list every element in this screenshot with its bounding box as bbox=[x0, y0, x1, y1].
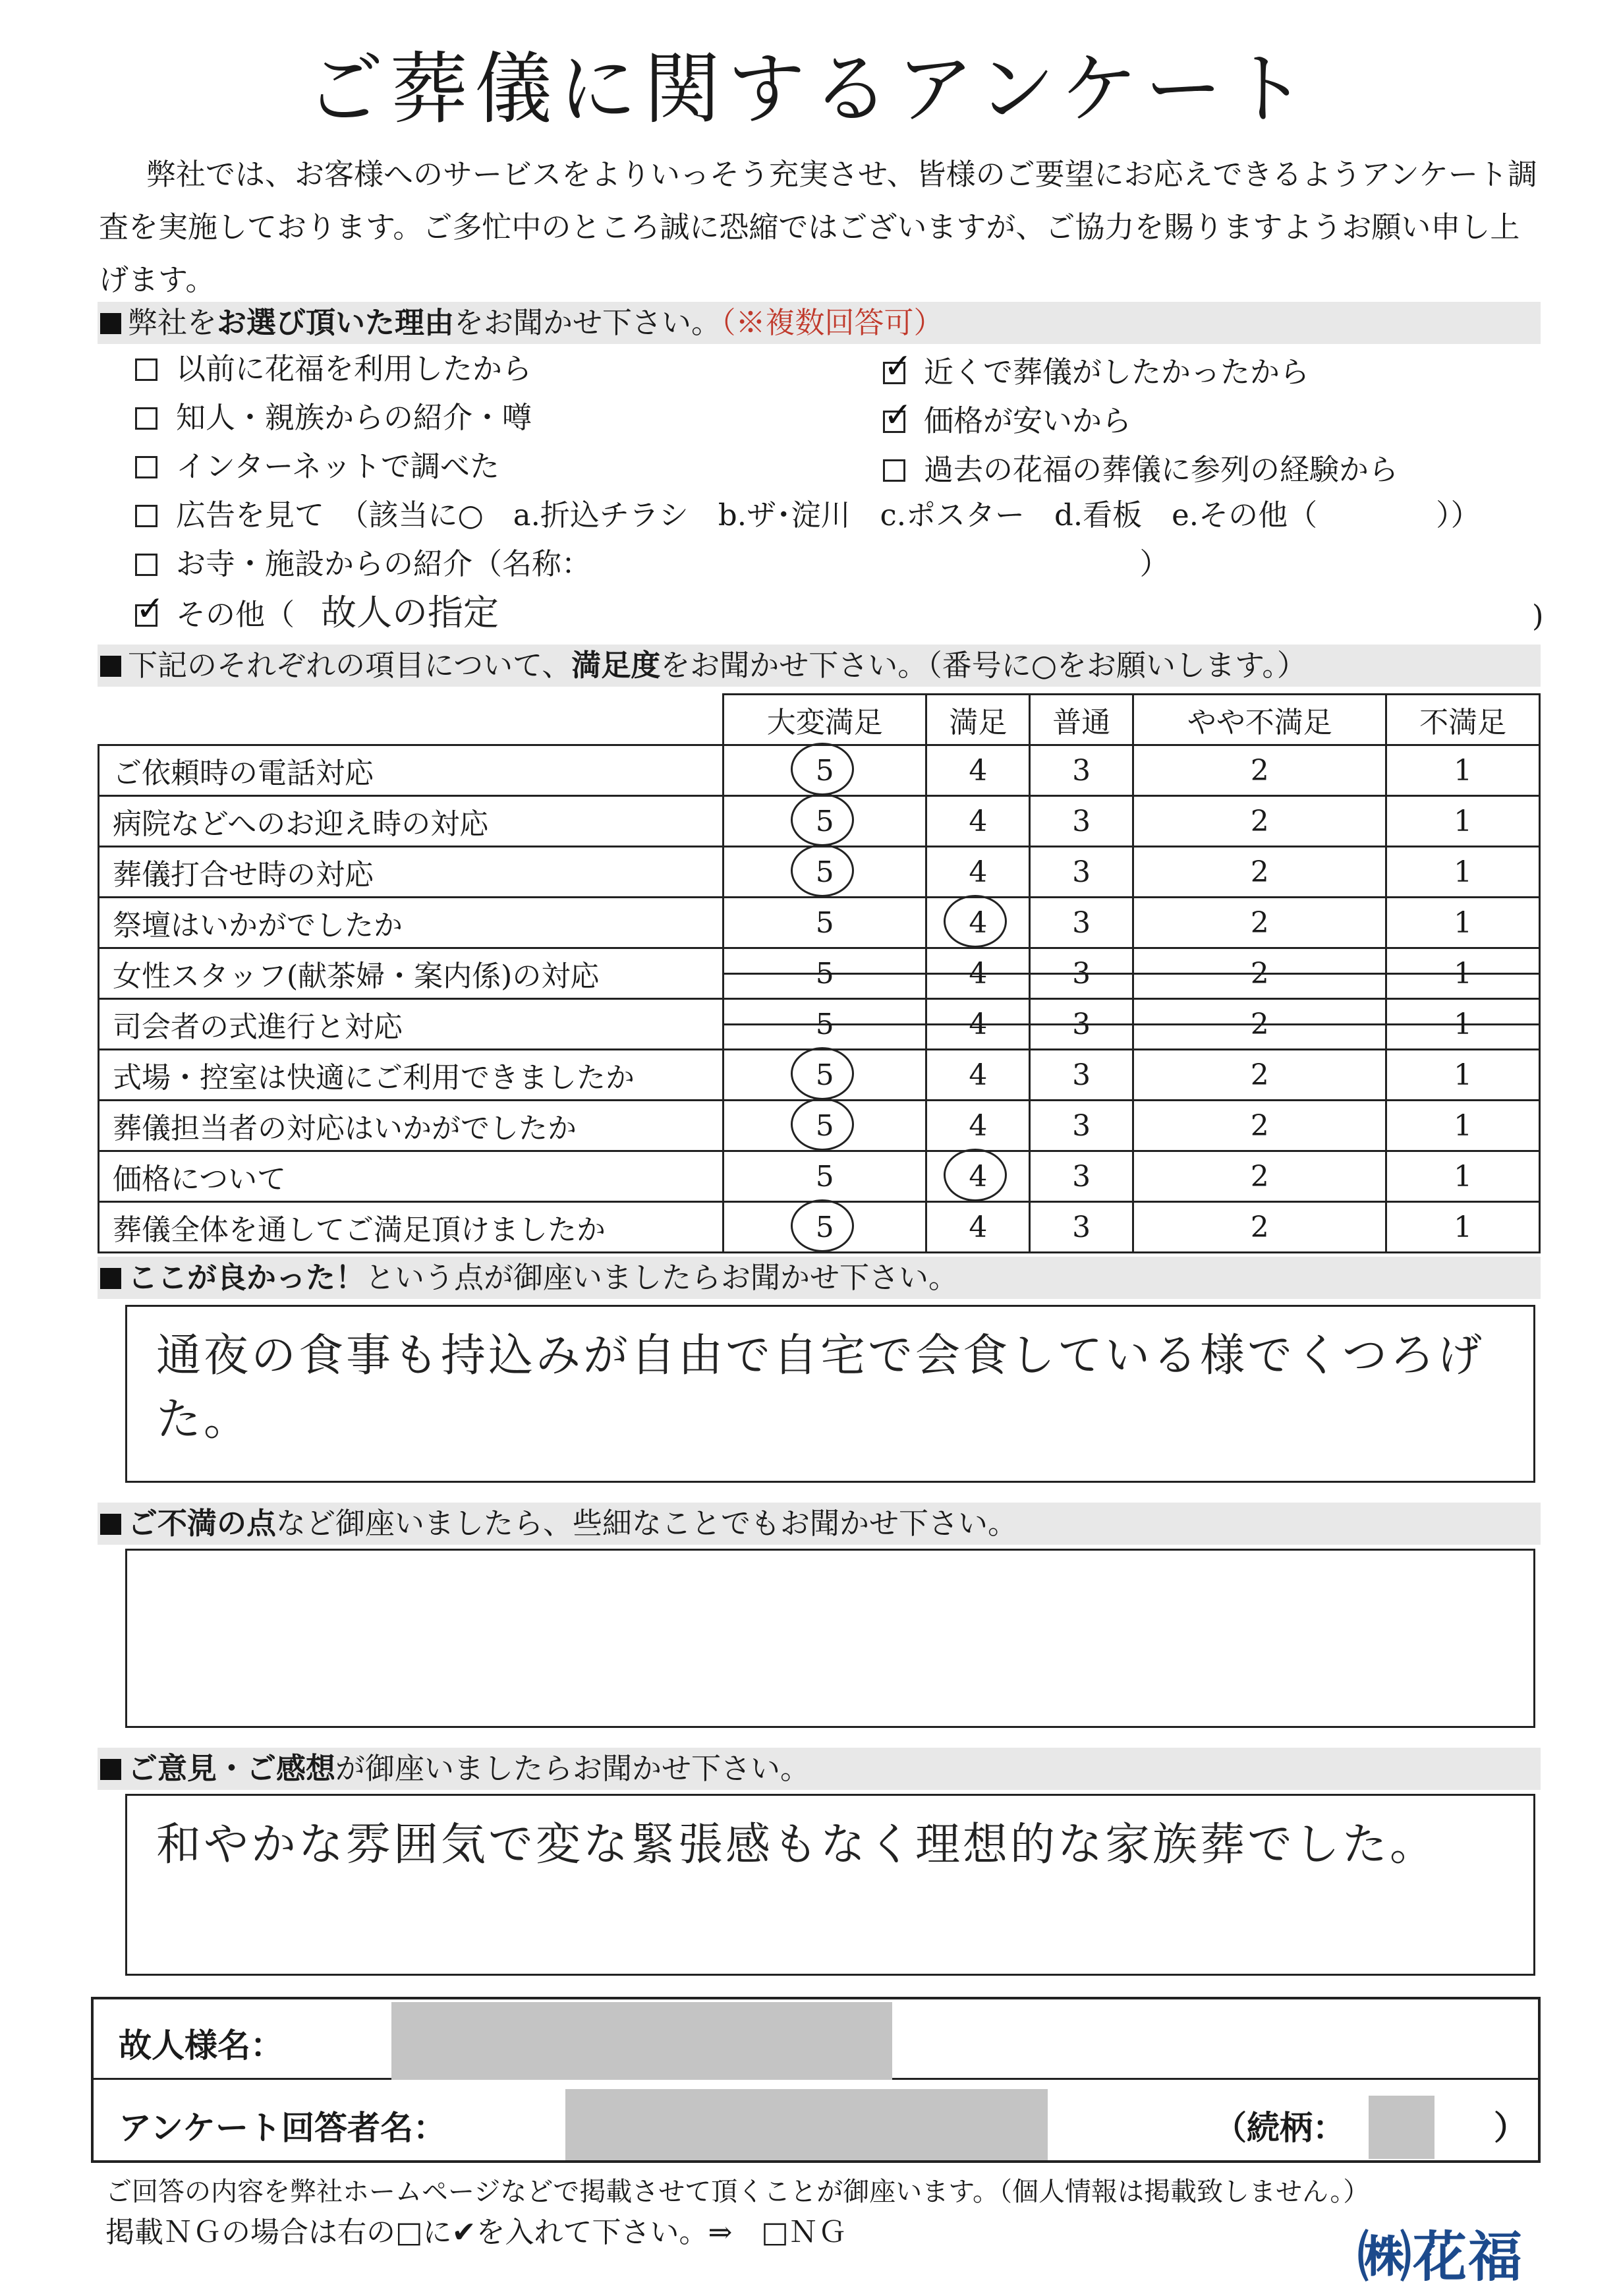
table-header-cell bbox=[99, 695, 724, 745]
score-cell[interactable] bbox=[1386, 1101, 1540, 1151]
score-value: 2 bbox=[1250, 1210, 1269, 1244]
score-value: 3 bbox=[1072, 804, 1091, 838]
score-value: 2 bbox=[1250, 1159, 1269, 1193]
square-bullet-icon bbox=[100, 313, 121, 334]
table-header-cell: やや不満足 bbox=[1133, 695, 1386, 745]
score-cell[interactable] bbox=[1133, 1101, 1386, 1151]
table-item-label: 司会者の式進行と対応 bbox=[99, 999, 724, 1050]
checkbox-checked-icon[interactable] bbox=[883, 411, 905, 433]
table-header-cell: 普通 bbox=[1030, 695, 1133, 745]
checkbox-icon[interactable] bbox=[135, 554, 157, 576]
table-header-cell: 大変満足 bbox=[724, 695, 926, 745]
respondent-name-label: アンケート回答者名： bbox=[119, 2109, 446, 2147]
score-value: 1 bbox=[1454, 905, 1473, 940]
selection-circle-icon bbox=[791, 743, 854, 795]
table-item-label: 女性スタッフ(献茶婦・案内係)の対応 bbox=[99, 948, 724, 999]
score-value: 2 bbox=[1250, 855, 1269, 889]
table-row bbox=[99, 1050, 1540, 1101]
score-value: 4 bbox=[969, 1108, 988, 1143]
score-value: 1 bbox=[1454, 1210, 1473, 1244]
score-value: 1 bbox=[1454, 855, 1473, 889]
score-cell[interactable] bbox=[1030, 1050, 1133, 1101]
score-value: 1 bbox=[1454, 804, 1473, 838]
score-value: 4 bbox=[969, 1058, 988, 1092]
score-cell[interactable] bbox=[1030, 745, 1133, 796]
reason-option[interactable]: 広告を見て （該当に○ a.折込チラシ b.ザ･淀川 c.ポスター d.看板 e.その他（ ）） bbox=[135, 496, 1481, 535]
selection-circle-icon bbox=[944, 1149, 1007, 1201]
score-value: 4 bbox=[969, 905, 988, 940]
checkbox-icon[interactable] bbox=[135, 407, 157, 430]
score-cell[interactable] bbox=[926, 999, 1030, 1050]
complaints-answer-box[interactable] bbox=[125, 1549, 1535, 1728]
footer-note: ご回答の内容を弊社ホームページなどで掲載させて頂くことが御座います。（個人情報は掲載致しません。） bbox=[105, 2177, 1370, 2207]
score-value: 1 bbox=[1454, 1108, 1473, 1143]
company-logo: ㈱花福 bbox=[1357, 2226, 1524, 2289]
score-cell[interactable] bbox=[1386, 999, 1540, 1050]
table-row bbox=[99, 898, 1540, 948]
square-bullet-icon bbox=[100, 656, 121, 677]
score-cell[interactable] bbox=[1030, 948, 1133, 999]
table-row bbox=[99, 1151, 1540, 1202]
table-header-cell: 満足 bbox=[926, 695, 1030, 745]
handwritten-answer: 通夜の食事も持込みが自由で自宅で会食している様でくつろげた。 bbox=[156, 1330, 1485, 1446]
score-cell[interactable] bbox=[1386, 898, 1540, 948]
respondent-info-box bbox=[91, 1997, 1541, 2163]
score-value: 2 bbox=[1250, 1007, 1269, 1041]
score-cell[interactable] bbox=[1386, 1151, 1540, 1202]
score-cell[interactable] bbox=[1133, 796, 1386, 847]
page-title: ご葬儀に関するアンケート bbox=[306, 43, 1313, 134]
score-cell[interactable] bbox=[724, 847, 926, 898]
score-cell[interactable] bbox=[1133, 898, 1386, 948]
score-value: 5 bbox=[815, 1007, 834, 1041]
score-cell[interactable] bbox=[1386, 796, 1540, 847]
score-cell[interactable] bbox=[724, 1101, 926, 1151]
section-complaints-header: ご不満の点など御座いましたら、些細なことでもお聞かせ下さい。 bbox=[98, 1503, 1541, 1545]
score-value: 3 bbox=[1072, 1058, 1091, 1092]
square-bullet-icon bbox=[100, 1268, 121, 1289]
score-value: 2 bbox=[1250, 1108, 1269, 1143]
score-value: 4 bbox=[969, 1159, 988, 1193]
score-cell[interactable] bbox=[1133, 847, 1386, 898]
selection-circle-icon bbox=[791, 793, 854, 846]
reason-option[interactable]: 以前に花福を利用したから bbox=[135, 349, 532, 389]
handwritten-other-reason: 故人の指定 bbox=[321, 592, 499, 633]
redacted-name-block bbox=[565, 2089, 1048, 2160]
table-row bbox=[99, 1101, 1540, 1151]
score-value: 3 bbox=[1072, 855, 1091, 889]
score-cell[interactable] bbox=[724, 999, 926, 1050]
score-value: 2 bbox=[1250, 956, 1269, 990]
deceased-name-label: 故人様名： bbox=[119, 2026, 283, 2065]
section-opinions-header: ご意見・ご感想が御座いましたらお聞かせ下さい。 bbox=[98, 1748, 1541, 1790]
score-cell[interactable] bbox=[724, 1202, 926, 1253]
score-cell[interactable] bbox=[1030, 1202, 1133, 1253]
score-cell[interactable] bbox=[1133, 948, 1386, 999]
reason-option[interactable]: ✓ 価格が安いから bbox=[883, 401, 1131, 441]
score-cell[interactable] bbox=[926, 745, 1030, 796]
score-value: 3 bbox=[1072, 1108, 1091, 1143]
score-value: 3 bbox=[1072, 1007, 1091, 1041]
score-cell[interactable] bbox=[1030, 847, 1133, 898]
score-value: 4 bbox=[969, 855, 988, 889]
reason-option[interactable]: 知人・親族からの紹介・噂 bbox=[135, 398, 532, 438]
score-value: 5 bbox=[815, 1159, 834, 1193]
section-reasons-header: 弊社をお選び頂いた理由をお聞かせ下さい。（※複数回答可） bbox=[98, 302, 1541, 344]
score-cell[interactable] bbox=[926, 847, 1030, 898]
table-row bbox=[99, 948, 1540, 999]
score-value: 4 bbox=[969, 956, 988, 990]
score-value: 2 bbox=[1250, 1058, 1269, 1092]
score-value: 1 bbox=[1454, 1058, 1473, 1092]
table-item-label: 式場・控室は快適にご利用できましたか bbox=[99, 1050, 724, 1101]
selection-circle-icon bbox=[791, 1047, 854, 1100]
score-cell[interactable] bbox=[1386, 1050, 1540, 1101]
table-item-label: ご依頼時の電話対応 bbox=[99, 745, 724, 796]
table-item-label: 病院などへのお迎え時の対応 bbox=[99, 796, 724, 847]
score-cell[interactable] bbox=[1030, 1101, 1133, 1151]
score-cell[interactable] bbox=[1386, 745, 1540, 796]
reason-option[interactable]: お寺・施設からの紹介（名称： ） bbox=[135, 544, 1170, 584]
table-row bbox=[99, 999, 1540, 1050]
table-item-label: 葬儀全体を通してご満足頂けましたか bbox=[99, 1202, 724, 1253]
score-value: 3 bbox=[1072, 1159, 1091, 1193]
score-cell[interactable] bbox=[724, 745, 926, 796]
score-cell[interactable] bbox=[724, 1151, 926, 1202]
satisfaction-table bbox=[98, 693, 1541, 1253]
score-cell[interactable] bbox=[1133, 1202, 1386, 1253]
score-cell[interactable] bbox=[926, 948, 1030, 999]
score-value: 5 bbox=[815, 753, 834, 788]
score-value: 5 bbox=[815, 1108, 834, 1143]
relation-label: （続柄： bbox=[1214, 2109, 1346, 2147]
selection-circle-icon bbox=[791, 1199, 854, 1252]
intro-text: 弊社では、お客様へのサービスをよりいっそう充実させ、皆様のご要望にお応えできるようアンケート調査を実施しております。ご多忙中のところ誠に恐縮ではございますが、ご協力を賜りますようお願い申し上げます。 bbox=[99, 157, 1537, 297]
score-value: 1 bbox=[1454, 1159, 1473, 1193]
reason-close-paren: ) bbox=[1532, 598, 1544, 633]
score-value: 3 bbox=[1072, 1210, 1091, 1244]
score-cell[interactable] bbox=[926, 898, 1030, 948]
section-satisfaction-header: 下記のそれぞれの項目について、満足度をお聞かせ下さい。（番号に○をお願いします。） bbox=[98, 645, 1541, 687]
score-value: 4 bbox=[969, 804, 988, 838]
score-cell[interactable] bbox=[724, 948, 926, 999]
score-value: 3 bbox=[1072, 905, 1091, 940]
score-cell[interactable] bbox=[724, 1050, 926, 1101]
relation-close: ） bbox=[1494, 2109, 1527, 2147]
score-cell[interactable] bbox=[1030, 999, 1133, 1050]
section-good-points-header: ここが良かった！という点が御座いましたらお聞かせ下さい。 bbox=[98, 1257, 1541, 1299]
score-cell[interactable] bbox=[1386, 1202, 1540, 1253]
score-cell[interactable] bbox=[1030, 1151, 1133, 1202]
score-value: 4 bbox=[969, 1210, 988, 1244]
score-cell[interactable] bbox=[926, 1202, 1030, 1253]
score-cell[interactable] bbox=[1133, 745, 1386, 796]
score-value: 5 bbox=[815, 804, 834, 838]
table-row bbox=[99, 745, 1540, 796]
checkbox-icon[interactable] bbox=[135, 505, 157, 527]
score-cell[interactable] bbox=[1133, 1151, 1386, 1202]
score-value: 2 bbox=[1250, 804, 1269, 838]
selection-circle-icon bbox=[791, 844, 854, 897]
score-value: 1 bbox=[1454, 956, 1473, 990]
score-cell[interactable] bbox=[724, 898, 926, 948]
good-points-answer-box[interactable] bbox=[125, 1305, 1535, 1483]
reason-option[interactable]: ✓ 近くで葬儀がしたかったから bbox=[883, 353, 1309, 392]
score-value: 5 bbox=[815, 1210, 834, 1244]
score-value: 1 bbox=[1454, 753, 1473, 788]
score-cell[interactable] bbox=[724, 796, 926, 847]
table-item-label: 価格について bbox=[99, 1151, 724, 1202]
selection-circle-icon bbox=[791, 1098, 854, 1151]
score-value: 5 bbox=[815, 956, 834, 990]
score-cell[interactable] bbox=[1133, 999, 1386, 1050]
checkbox-checked-icon[interactable] bbox=[135, 604, 157, 627]
checkbox-icon[interactable] bbox=[135, 456, 157, 478]
table-row bbox=[99, 1202, 1540, 1253]
reason-option[interactable]: 過去の花福の葬儀に参列の経験から bbox=[883, 450, 1398, 490]
table-row bbox=[99, 796, 1540, 847]
checkbox-icon[interactable] bbox=[135, 359, 157, 381]
redacted-relation-block bbox=[1369, 2096, 1434, 2159]
score-cell[interactable] bbox=[926, 1050, 1030, 1101]
table-item-label: 葬儀打合せ時の対応 bbox=[99, 847, 724, 898]
score-cell[interactable] bbox=[1030, 898, 1133, 948]
redacted-name-block bbox=[391, 2002, 892, 2080]
score-value: 2 bbox=[1250, 753, 1269, 788]
score-cell[interactable] bbox=[1386, 948, 1540, 999]
score-value: 4 bbox=[969, 753, 988, 788]
checkbox-icon[interactable] bbox=[883, 459, 905, 482]
reason-option[interactable]: インターネットで調べた bbox=[135, 447, 499, 486]
score-cell[interactable] bbox=[926, 796, 1030, 847]
score-value: 3 bbox=[1072, 753, 1091, 788]
reason-option[interactable]: ✓その他（ 故人の指定 bbox=[135, 593, 499, 635]
score-value: 5 bbox=[815, 855, 834, 889]
score-cell[interactable] bbox=[1030, 796, 1133, 847]
handwritten-answer: 和やかな雰囲気で変な緊張感もなく理想的な家族葬でした。 bbox=[156, 1819, 1438, 1871]
score-value: 5 bbox=[815, 1058, 834, 1092]
checkbox-checked-icon[interactable] bbox=[883, 362, 905, 384]
opinions-answer-box[interactable] bbox=[125, 1794, 1535, 1976]
score-value: 3 bbox=[1072, 956, 1091, 990]
table-header-row bbox=[99, 695, 1540, 745]
score-value: 4 bbox=[969, 1007, 988, 1041]
table-row bbox=[99, 847, 1540, 898]
table-item-label: 葬儀担当者の対応はいかがでしたか bbox=[99, 1101, 724, 1151]
score-cell[interactable] bbox=[1386, 847, 1540, 898]
score-value: 1 bbox=[1454, 1007, 1473, 1041]
table-header-cell: 不満足 bbox=[1386, 695, 1540, 745]
footer-ng-instruction: 掲載ＮＧの場合は右の□に✔を入れて下さい。⇒ □ＮＧ bbox=[105, 2216, 847, 2249]
score-cell[interactable] bbox=[926, 1151, 1030, 1202]
score-value: 5 bbox=[815, 905, 834, 940]
square-bullet-icon bbox=[100, 1759, 121, 1780]
table-item-label: 祭壇はいかがでしたか bbox=[99, 898, 724, 948]
score-cell[interactable] bbox=[926, 1101, 1030, 1151]
score-value: 2 bbox=[1250, 905, 1269, 940]
selection-circle-icon bbox=[944, 895, 1007, 948]
score-cell[interactable] bbox=[1133, 1050, 1386, 1101]
square-bullet-icon bbox=[100, 1514, 121, 1535]
